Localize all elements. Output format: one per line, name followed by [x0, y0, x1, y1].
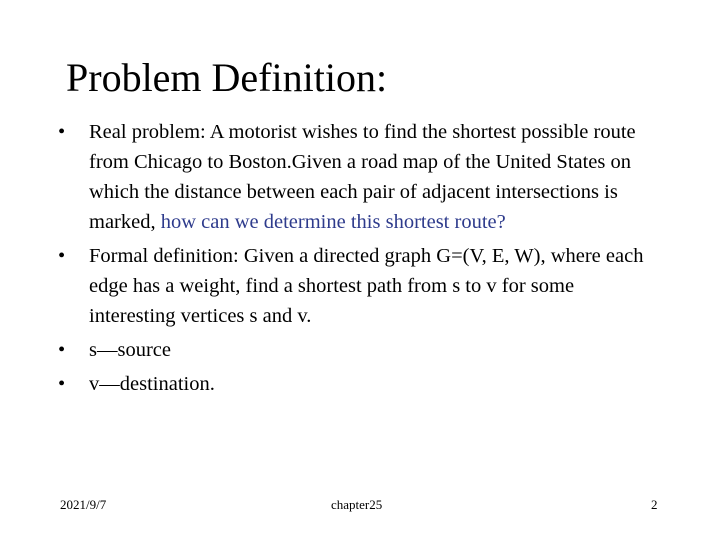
bullet-item-source: [58, 335, 658, 365]
bullet-highlight-text: how can we determine this shortest route?: [160, 211, 506, 233]
bullet-icon: •: [58, 121, 66, 143]
footer-date: 2021/9/7: [60, 497, 107, 512]
slide-title: Problem Definition:: [66, 55, 388, 100]
bullet-item-destination: [58, 369, 658, 399]
bullet-text: v—destination.: [89, 373, 215, 395]
bullet-text: Formal definition: Given a directed graph G=(V, E, W), where each edge has a weight, find a shortest path from s to v for some interesting vertices s and v.: [89, 245, 644, 327]
footer-page-number: 2: [651, 497, 658, 512]
footer-chapter: chapter25: [331, 497, 383, 512]
bullet-icon: •: [58, 245, 66, 267]
bullet-list: [58, 117, 658, 403]
bullet-text: Real problem: A motorist wishes to find the shortest possible route from Chicago to Boston.Given a road map of the United States on which the distance between each pair of adjacent intersections is marked,: [89, 121, 636, 233]
bullet-item-formal-definition: [58, 241, 658, 331]
bullet-icon: •: [58, 339, 66, 361]
bullet-item-real-problem: [58, 117, 658, 237]
bullet-icon: •: [58, 373, 66, 395]
bullet-text: s—source: [89, 339, 171, 361]
